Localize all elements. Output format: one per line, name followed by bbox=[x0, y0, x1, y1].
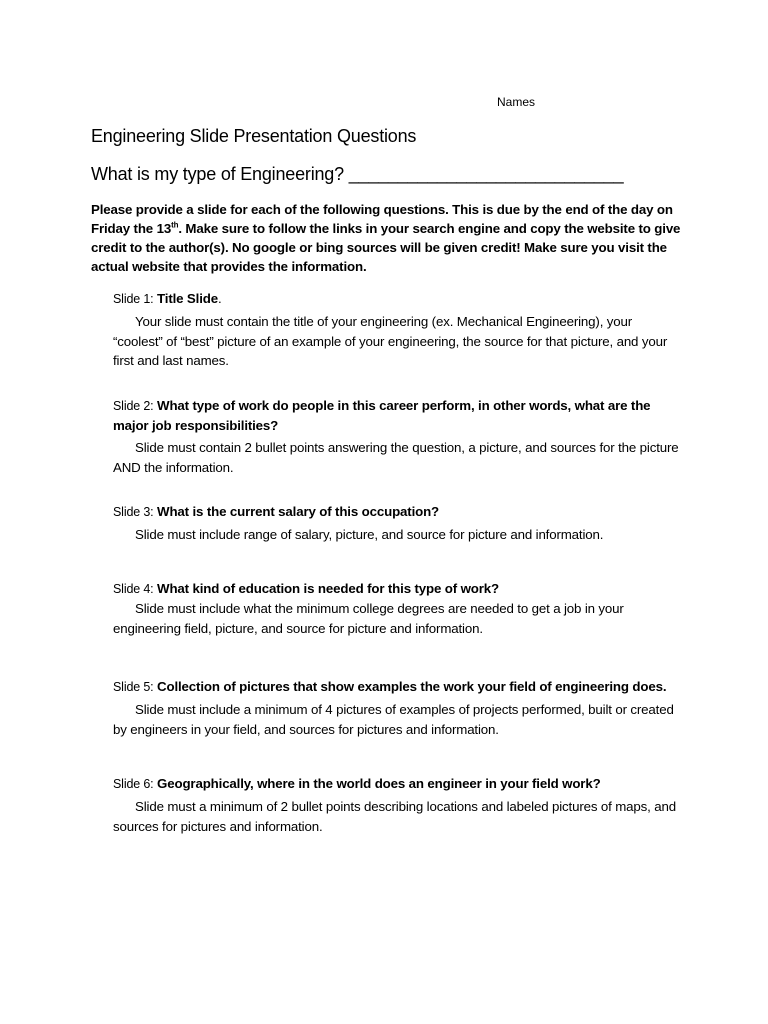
slide-4-question: What kind of education is needed for this type of work? bbox=[157, 581, 499, 596]
slide-1-heading bbox=[113, 289, 683, 309]
slide-3-number: Slide 3: bbox=[113, 505, 154, 519]
slide-1-question: Title Slide bbox=[157, 291, 218, 306]
slide-2-requirements: Slide must contain 2 bullet points answering the question, a picture, and sources for the picture AND the information. bbox=[113, 440, 679, 475]
slide-6-heading bbox=[113, 774, 683, 794]
slide-1-number: Slide 1: bbox=[113, 292, 154, 306]
slide-1-section bbox=[113, 289, 683, 371]
engineering-type-question: What is my type of Engineering? ____________________________ bbox=[91, 164, 624, 184]
slide-6-section bbox=[113, 774, 683, 836]
instructions-text-2: . Make sure to follow the links in your search engine and copy the website to give credit to the author(s). No google or bing sources will be given credit! Make sure you visit the actual website that provides the information. bbox=[91, 221, 681, 274]
instructions-text-1: Please provide a slide for each of the following questions. This is due by the end of the day on Friday the 13 bbox=[91, 202, 673, 236]
slide-1-requirements: Your slide must contain the title of your engineering (ex. Mechanical Engineering), your “coolest” of “best” picture of an example of your engineering, the source for that picture, and your first and last names. bbox=[113, 314, 668, 368]
date-superscript: th bbox=[171, 220, 179, 230]
slide-3-section bbox=[113, 502, 683, 545]
slide-2-heading bbox=[113, 396, 683, 435]
slide-5-section bbox=[113, 677, 683, 739]
slide-2-number: Slide 2: bbox=[113, 399, 154, 413]
slide-6-question: Geographically, where in the world does an engineer in your field work? bbox=[157, 776, 601, 791]
names-label: Names bbox=[497, 95, 536, 109]
slide-3-question: What is the current salary of this occupation? bbox=[157, 504, 440, 519]
document-title: Engineering Slide Presentation Questions bbox=[91, 126, 417, 146]
slide-1-question-suffix: . bbox=[217, 291, 222, 306]
slide-5-question: Collection of pictures that show examples the work your field of engineering does. bbox=[157, 679, 667, 694]
slide-6-requirements: Slide must a minimum of 2 bullet points describing locations and labeled pictures of maps, and sources for pictures and information. bbox=[113, 799, 676, 834]
slide-2-question: What type of work do people in this career perform, in other words, what are the major job responsibilities? bbox=[113, 398, 651, 433]
slide-6-number: Slide 6: bbox=[113, 777, 154, 791]
slide-2-section bbox=[113, 396, 683, 477]
slide-4-number: Slide 4: bbox=[113, 582, 154, 596]
slide-3-requirements: Slide must include range of salary, picture, and source for picture and information. bbox=[135, 527, 604, 542]
slide-3-heading bbox=[113, 502, 683, 522]
slide-4-heading bbox=[113, 579, 683, 599]
slide-5-heading bbox=[113, 677, 683, 697]
slide-4-section bbox=[113, 579, 683, 638]
instructions-paragraph bbox=[91, 200, 681, 276]
slide-5-requirements: Slide must include a minimum of 4 pictures of examples of projects performed, built or created by engineers in your field, and sources for pictures and information. bbox=[113, 702, 674, 737]
slide-4-requirements: Slide must include what the minimum college degrees are needed to get a job in your engineering field, picture, and source for picture and information. bbox=[113, 601, 624, 636]
slide-5-number: Slide 5: bbox=[113, 680, 154, 694]
